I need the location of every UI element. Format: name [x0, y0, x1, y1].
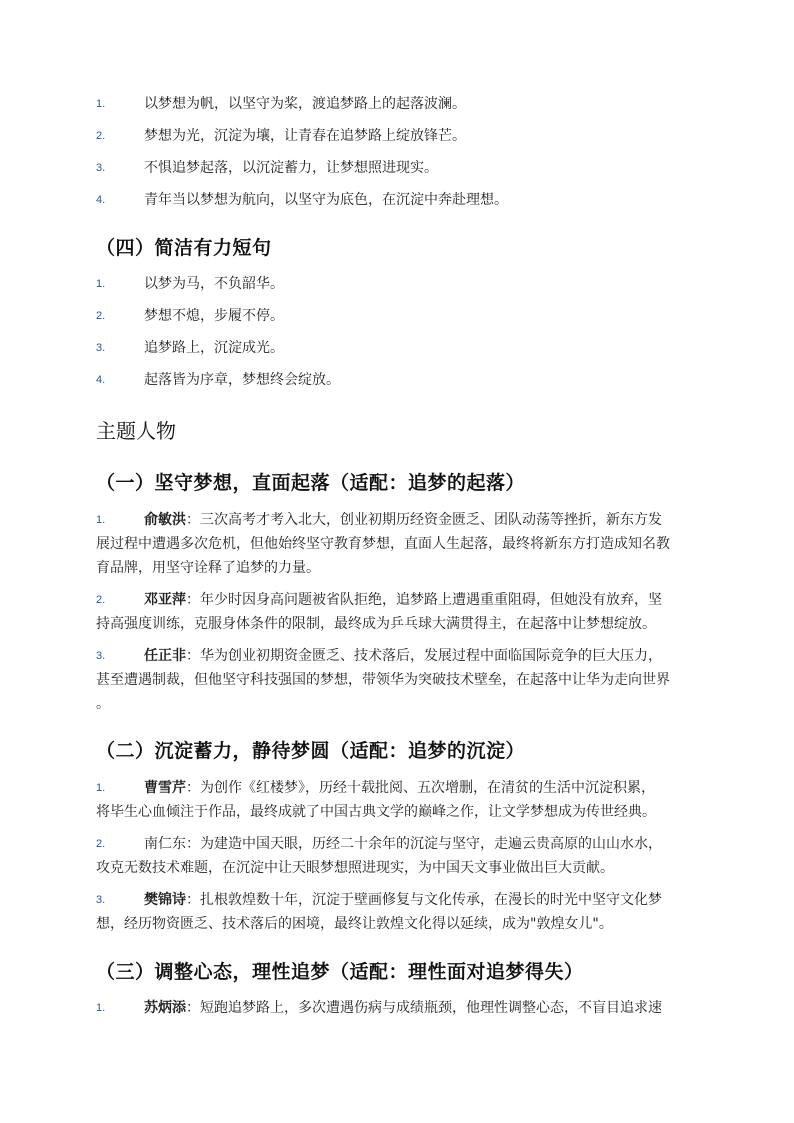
person-text-line: 。 — [96, 696, 110, 712]
person-text-line: 将毕生心血倾注于作品，最终成就了中国古典文学的巅峰之作，让文学梦想成为传世经典。 — [96, 804, 656, 820]
list-number: 1. — [96, 98, 106, 110]
list-item — [96, 273, 700, 295]
section-heading-2: （二）沉淀蓄力，静待梦圆（适配：追梦的沉淀） — [96, 740, 526, 762]
person-item — [96, 509, 700, 531]
person-item — [96, 997, 700, 1019]
list-item — [96, 157, 700, 179]
person-text-line: 想，经历物资匮乏、技术落后的困境，最终让敦煌文化得以延续，成为"敦煌女儿"。 — [96, 916, 613, 932]
person-item-continued — [96, 557, 700, 579]
list-text: 追梦路上，沉淀成光。 — [144, 340, 284, 356]
main-heading: 主题人物 — [96, 419, 176, 443]
list-number: 2. — [96, 594, 106, 606]
person-name: 邓亚萍 — [144, 592, 186, 608]
list-text: 青年当以梦想为航向，以坚守为底色，在沉淀中奔赴理想。 — [144, 192, 508, 208]
person-text-line: ：短跑追梦路上，多次遭遇伤病与成绩瓶颈，他理性调整心态，不盲目追求速 — [186, 1000, 662, 1016]
list-number: 3. — [96, 894, 106, 906]
person-text-line: 攻克无数技术难题，在沉淀中让天眼梦想照进现实，为中国天文事业做出巨大贡献。 — [96, 860, 614, 876]
section-heading-4: （四）简洁有力短句 — [96, 237, 272, 259]
person-text-line: ：三次高考才考入北大，创业初期历经资金匮乏、团队动荡等挫折，新东方发 — [186, 512, 662, 528]
person-text-line: ：为建造中国天眼，历经二十余年的沉淀与坚守，走遍云贵高原的山山水水， — [186, 836, 662, 852]
person-name: 任正非 — [144, 648, 186, 664]
person-name: 南仁东 — [144, 836, 186, 852]
person-name: 曹雪芹 — [144, 780, 186, 796]
list-item — [96, 189, 700, 211]
person-name: 俞敏洪 — [144, 512, 186, 528]
list-number: 4. — [96, 194, 106, 206]
list-item — [96, 125, 700, 147]
person-text-line: 持高强度训练，克服身体条件的限制，最终成为乒乓球大满贯得主，在起落中让梦想绽放。 — [96, 616, 656, 632]
person-text-line: ：扎根敦煌数十年，沉淀于壁画修复与文化传承，在漫长的时光中坚守文化梦 — [186, 892, 662, 908]
person-item-continued — [96, 801, 700, 823]
section-heading-1: （一）坚守梦想，直面起落（适配：追梦的起落） — [96, 472, 526, 494]
list-number: 2. — [96, 310, 106, 322]
person-item — [96, 777, 700, 799]
list-text: 起落皆为序章，梦想终会绽放。 — [144, 372, 340, 388]
list-number: 1. — [96, 1002, 106, 1014]
person-text-line: 展过程中遭遇多次危机，但他始终坚守教育梦想，直面人生起落，最终将新东方打造成知名教 — [96, 536, 670, 552]
person-item-continued — [96, 857, 700, 879]
person-text-line: ：为创作《红楼梦》，历经十载批阅、五次增删，在清贫的生活中沉淀积累， — [186, 780, 655, 796]
section-heading-3: （三）调整心态，理性追梦（适配：理性面对追梦得失） — [96, 961, 584, 983]
list-number: 1. — [96, 278, 106, 290]
list-number: 2. — [96, 130, 106, 142]
person-text-line: 育品牌，用坚守诠释了追梦的力量。 — [96, 560, 320, 576]
person-name: 苏炳添 — [144, 1000, 186, 1016]
list-text: 不惧追梦起落，以沉淀蓄力，让梦想照进现实。 — [144, 160, 438, 176]
list-number: 3. — [96, 162, 106, 174]
list-text: 以梦想为帆，以坚守为桨，渡追梦路上的起落波澜。 — [144, 96, 466, 112]
person-item — [96, 833, 700, 855]
list-text: 梦想不熄，步履不停。 — [144, 308, 284, 324]
list-number: 2. — [96, 838, 106, 850]
list-number: 3. — [96, 342, 106, 354]
person-item-continued — [96, 913, 700, 935]
list-item — [96, 305, 700, 327]
list-text: 梦想为光，沉淀为壤，让青春在追梦路上绽放锋芒。 — [144, 128, 466, 144]
list-number: 1. — [96, 782, 106, 794]
list-item — [96, 93, 700, 115]
person-item — [96, 645, 700, 667]
list-text: 以梦为马，不负韶华。 — [144, 276, 284, 292]
list-item — [96, 369, 700, 391]
list-item — [96, 337, 700, 359]
person-name: 樊锦诗 — [144, 892, 186, 908]
person-item — [96, 589, 700, 611]
list-number: 1. — [96, 514, 106, 526]
person-item-continued — [96, 693, 700, 715]
person-item-continued — [96, 533, 700, 555]
person-text-line: ：年少时因身高问题被省队拒绝，追梦路上遭遇重重阻碍，但她没有放弃，坚 — [186, 592, 662, 608]
person-text-line: ：华为创业初期资金匮乏、技术落后，发展过程中面临国际竞争的巨大压力， — [186, 648, 662, 664]
person-item — [96, 889, 700, 911]
person-text-line: 甚至遭遇制裁，但他坚守科技强国的梦想，带领华为突破技术壁垒，在起落中让华为走向世界 — [96, 672, 670, 688]
list-number: 3. — [96, 650, 106, 662]
person-item-continued — [96, 669, 700, 691]
list-number: 4. — [96, 374, 106, 386]
person-item-continued — [96, 613, 700, 635]
